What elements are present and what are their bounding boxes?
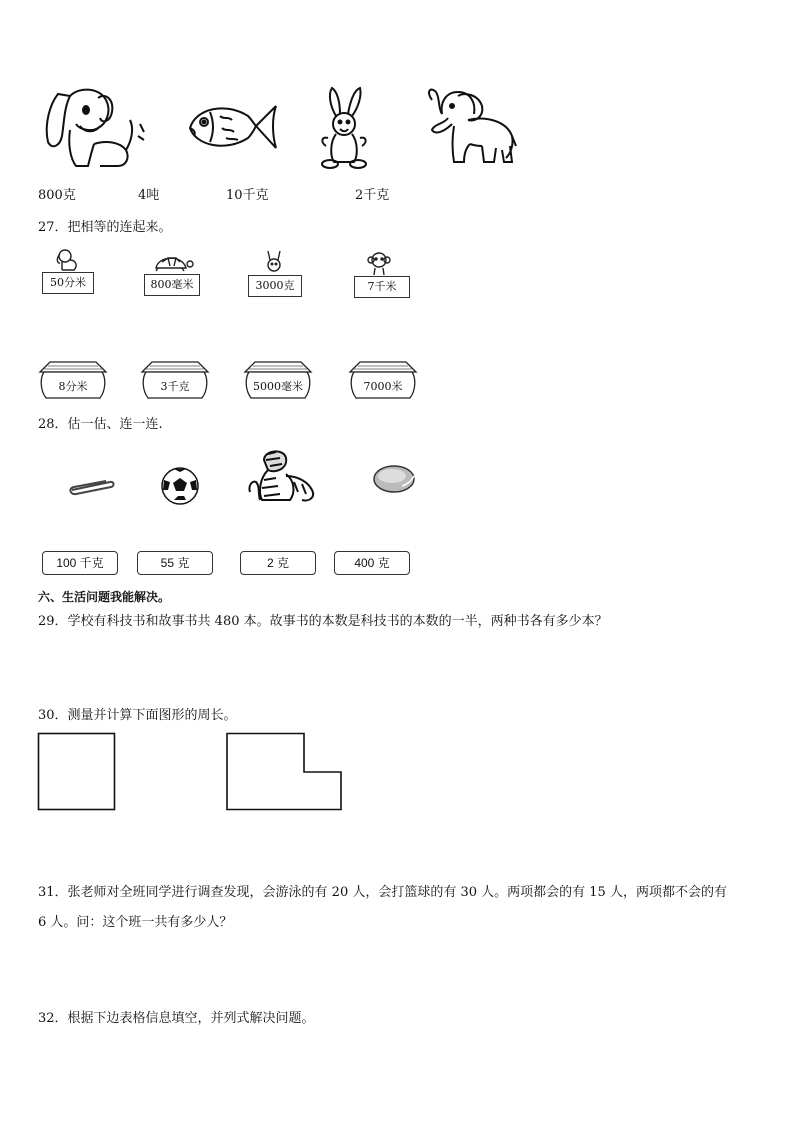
rabbit-small-icon xyxy=(263,250,285,276)
q27-jar-label-3: 5000毫米 xyxy=(253,380,303,393)
q29-text: 29．学校有科技书和故事书共 480 本。故事书的本数是科技书的本数的一半，两种书各有多少本？ xyxy=(38,614,608,629)
q28-box-2: 55 克 xyxy=(137,551,213,575)
q27-jar-label-4: 7000米 xyxy=(363,380,403,393)
tiger-icon xyxy=(246,446,318,502)
fish-icon xyxy=(186,98,280,154)
q27-top-tag-4: 7千米 xyxy=(354,276,410,298)
monkey-icon xyxy=(366,250,392,276)
l-shape xyxy=(227,734,341,810)
q30-figures xyxy=(36,731,346,815)
q31-line-2: 6 人。问：这个班一共有多少人？ xyxy=(38,915,233,930)
q28-title: 28．估一估、连一连. xyxy=(38,417,163,432)
q28-box-4: 400 克 xyxy=(334,551,410,575)
rabbit-icon xyxy=(318,86,370,170)
dog-small-icon xyxy=(54,248,80,272)
section-6-title: 六、生活问题我能解决。 xyxy=(38,590,171,604)
q28-box-1: 100 千克 xyxy=(42,551,118,575)
q30-text: 30．测量并计算下面图形的周长。 xyxy=(38,708,237,723)
animal-label-1: 800克 xyxy=(38,188,76,203)
q27-title: 27．把相等的连起来。 xyxy=(38,220,172,235)
q28-box-3: 2 克 xyxy=(240,551,316,575)
q27-jar-label-2: 3千克 xyxy=(160,380,190,393)
q27-top-tag-1: 50分米 xyxy=(42,272,94,294)
soap-icon xyxy=(372,464,418,494)
animal-label-2: 4吨 xyxy=(138,188,160,203)
animal-label-4: 2千克 xyxy=(355,188,390,203)
q31-line-1: 31．张老师对全班同学进行调查发现，会游泳的有 20 人，会打篮球的有 30 人。两项都会的有 15 人，两项都不会的有 xyxy=(38,885,727,900)
square-shape xyxy=(39,734,115,810)
q27-jar-label-1: 8分米 xyxy=(58,380,88,393)
turtle-icon xyxy=(150,254,194,272)
dog-icon xyxy=(40,84,150,170)
animal-label-3: 10千克 xyxy=(226,188,269,203)
soccer-ball-icon xyxy=(160,466,200,506)
q27-top-tag-2: 800毫米 xyxy=(144,274,200,296)
elephant-icon xyxy=(424,88,518,168)
q32-text: 32．根据下边表格信息填空，并列式解决问题。 xyxy=(38,1011,315,1026)
paperclip-icon xyxy=(66,478,116,494)
q27-top-tag-3: 3000克 xyxy=(248,275,302,297)
